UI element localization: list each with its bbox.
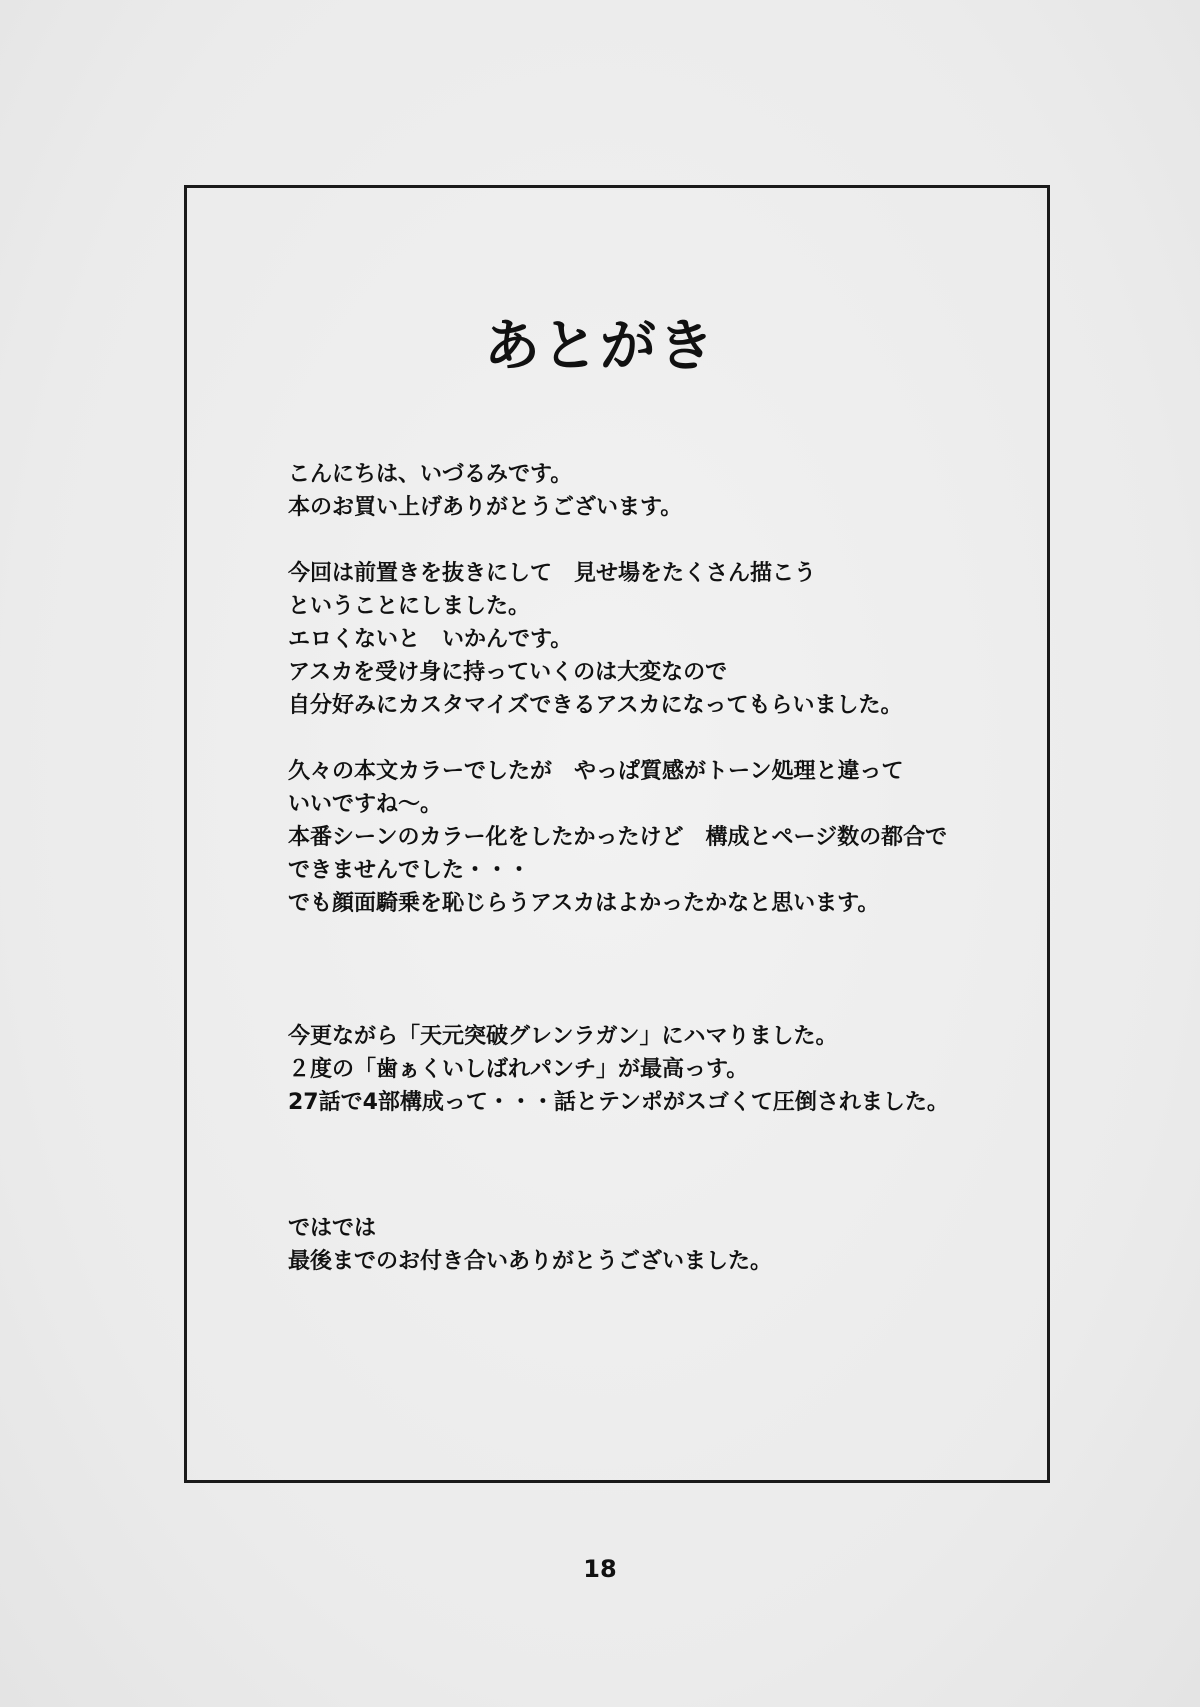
text-line: ということにしました。 xyxy=(288,594,531,619)
text-line: でも顔面騎乗を恥じらうアスカはよかったかなと思います。 xyxy=(288,891,880,916)
paragraph-gap xyxy=(288,722,1028,755)
page-title: あとがき xyxy=(484,314,716,379)
text-line: 久々の本文カラーでしたが やっぱ質感がトーン処理と違って xyxy=(288,759,904,784)
paragraph-gap xyxy=(288,920,1028,1020)
text-line: 27話で4部構成って・・・話とテンポがスゴくて圧倒されました。 xyxy=(288,1090,949,1115)
page-number: 18 xyxy=(583,1555,617,1583)
text-line: 今更ながら「天元突破グレンラガン」にハマりました。 xyxy=(288,1024,838,1049)
afterword-body xyxy=(288,458,1028,1278)
text-line: こんにちは、いづるみです。 xyxy=(288,462,573,487)
text-line: ２度の「歯ぁくいしばれパンチ」が最高っす。 xyxy=(288,1057,749,1082)
text-line: 最後までのお付き合いありがとうございました。 xyxy=(288,1249,773,1274)
text-line: 今回は前置きを抜きにして 見せ場をたくさん描こう xyxy=(288,561,817,586)
text-line: アスカを受け身に持っていくのは大変なので xyxy=(288,660,728,685)
text-line: いいですね〜。 xyxy=(288,792,443,817)
text-line: できませんでした・・・ xyxy=(288,858,531,883)
paragraph-gap xyxy=(288,1119,1028,1212)
paragraph-gap xyxy=(288,524,1028,557)
text-line: ではでは xyxy=(288,1216,377,1241)
text-line: 本のお買い上げありがとうございます。 xyxy=(288,495,683,520)
text-line: エロくないと いかんです。 xyxy=(288,627,573,652)
text-line: 自分好みにカスタマイズできるアスカになってもらいました。 xyxy=(288,693,903,718)
text-line: 本番シーンのカラー化をしたかったけど 構成とページ数の都合で xyxy=(288,825,948,850)
